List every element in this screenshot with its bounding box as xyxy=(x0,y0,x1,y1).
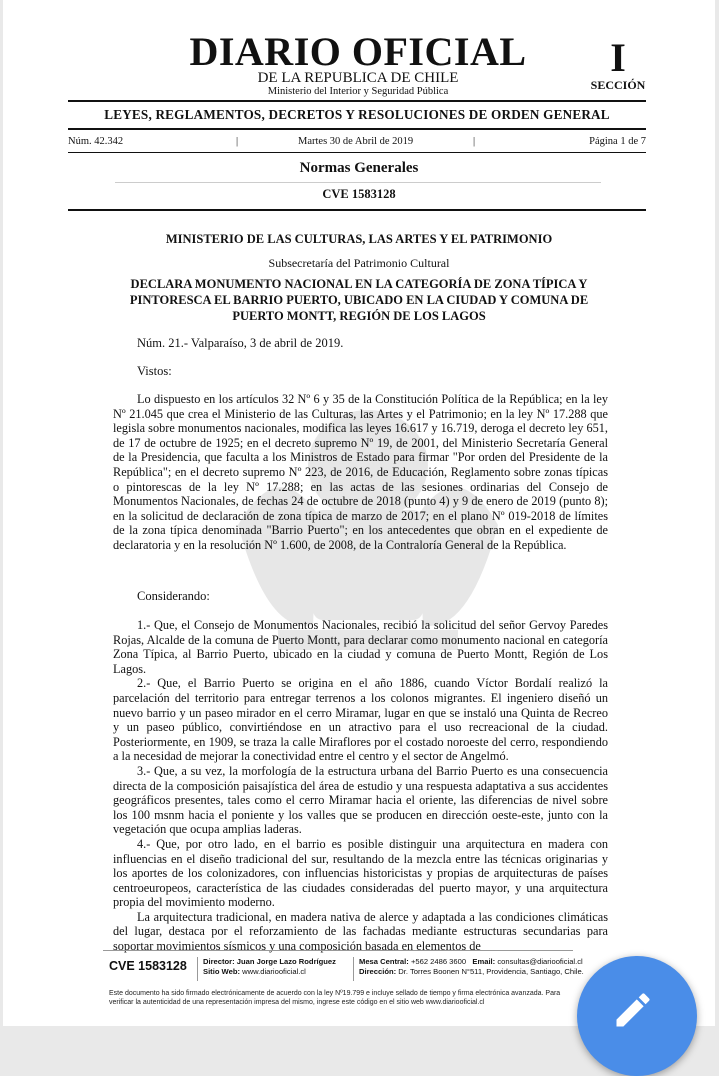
thin-divider xyxy=(115,182,601,183)
considerando-item: 1.- Que, el Consejo de Monumentos Nacionales, recibió la solicitud del señor Gervoy Paredes Rojas, Alcalde de la comuna de Puerto Montt, para declarar como monumento nacional en categoría Zona Típica, al Barrio Puerto, ubicado en la ciudad y comuna de Puerto Montt, Región de Los Lagos. xyxy=(113,618,608,676)
rule-under-cve xyxy=(68,209,646,211)
issue-info-bar xyxy=(68,136,646,150)
decree-title-line: PUERTO MONTT, REGIÓN DE LOS LAGOS xyxy=(232,309,486,323)
issue-date: Martes 30 de Abril de 2019 xyxy=(298,136,414,147)
section-number: I xyxy=(610,35,626,80)
rule-under-section xyxy=(68,128,646,130)
email-label: Email: xyxy=(472,957,496,966)
footer-contact-block xyxy=(359,957,584,977)
ministry-heading: MINISTERIO DE LAS CULTURAS, LAS ARTES Y EL PATRIMONIO xyxy=(165,232,553,246)
subsecretaria-heading: Subsecretaría del Patrimonio Cultural xyxy=(268,256,450,270)
newspaper-title: DIARIO OFICIAL xyxy=(189,29,527,74)
document-page xyxy=(3,0,715,1026)
considerando-item: 3.- Que, a su vez, la morfología de la estructura urbana del Barrio Puerto es una consecuencia directa de la composición paisajística del área de estudio y una respuesta adaptativa a sus accidentes geográficos presentes, tales como el cerro Miramar hacia el oriente, las diferencias de nivel sobre los 100 msnm hacia el poniente y los valles que se producen en dirección oeste-este, junto con la vegetación que ocupa amplias laderas. xyxy=(113,763,608,837)
considerando-section xyxy=(113,618,608,954)
vistos-paragraph xyxy=(113,392,608,553)
decree-title xyxy=(103,276,615,324)
cve-code: CVE 1583128 xyxy=(322,187,396,201)
section-label: SECCIÓN xyxy=(590,78,646,92)
considerando-item: La arquitectura tradicional, en madera nativa de alerce y adaptada a las condiciones climáticas del lugar, destaca por el reforzamiento de las fachadas mediante estructuras secundarias para soportar movimientos sísmicos y una composición basada en elementos de xyxy=(113,909,608,954)
footer-director-block xyxy=(203,957,336,977)
masthead xyxy=(3,30,715,110)
pencil-icon xyxy=(611,988,655,1032)
vistos-text: Lo dispuesto en los artículos 32 Nº 6 y 35 de la Constitución Política de la República; en la ley Nº 21.045 que crea el Ministerio de las Culturas, las Artes y el Patrimonio; en la ley Nº 17.288 que legisla sobre monumentos nacionales, modifica las leyes 16.617 y 16.719, deroga el decreto ley 651, de 17 de octubre de 1925; en el decreto supremo Nº 19, de 2001, del Ministerio Secretaría General de la Presidencia, que faculta a los Ministros de Estado para firmar "Por orden del Presidente de la República"; en el decreto supremo Nº 223, de 2016, de Educación, Reglamento sobre zonas típicas o pintorescas de la ley Nº 17.288; en las actas de las sesiones ordinarias del Consejo de Monumentos Nacionales, de fechas 24 de octubre de 2018 (punto 4) y 9 de enero de 2019 (punto 8); en la solicitud de declaración de zona típica de marzo de 2017; en el plano Nº 019-2018 de límites de la zona típica denominada "Barrio Puerto"; en los antecedentes que obran en el expediente de declaratoria y en la resolución Nº 1.600, de 2008, de la Contraloría General de la República. xyxy=(113,392,608,552)
decree-number-line: Núm. 21.- Valparaíso, 3 de abril de 2019. xyxy=(137,336,344,350)
decree-title-line: PINTORESCA EL BARRIO PUERTO, UBICADO EN LA CIUDAD Y COMUNA DE xyxy=(129,293,589,307)
info-separator: | xyxy=(236,136,239,147)
address-label: Dirección: xyxy=(359,967,397,976)
info-separator: | xyxy=(473,136,476,147)
page-indicator: Página 1 de 7 xyxy=(589,136,646,147)
director-label: Director: xyxy=(203,957,235,966)
footer-divider xyxy=(353,957,354,981)
section-title: LEYES, REGLAMENTOS, DECRETOS Y RESOLUCIONES DE ORDEN GENERAL xyxy=(104,107,610,122)
decree-title-line: DECLARA MONUMENTO NACIONAL EN LA CATEGORÍA DE ZONA TÍPICA Y xyxy=(130,277,588,291)
footer-cve: CVE 1583128 xyxy=(109,959,187,973)
mesa-phone: +562 2486 3600 xyxy=(410,957,467,966)
footer-divider xyxy=(197,957,198,981)
top-rule xyxy=(68,100,646,102)
vistos-label: Vistos: xyxy=(137,364,172,378)
normas-heading: Normas Generales xyxy=(299,160,419,176)
considerando-label: Considerando: xyxy=(137,589,210,603)
website-link[interactable]: www.diariooficial.cl xyxy=(242,967,306,976)
considerando-item: 4.- Que, por otro lado, en el barrio es posible distinguir una arquitectura en madera con influencias en el diseño tradicional del sur, resultando de la mezcla entre las técnicas originarias y los aportes de los colonizadores, con influencias historicistas y propias de arquitecturas de países centroeuropeos, característica de las ciudades consideradas del puerto mayor, y una arquitectura propia del movimiento moderno. xyxy=(113,836,608,910)
document-footer xyxy=(103,950,584,1025)
ministry-line: Ministerio del Interior y Seguridad Pública xyxy=(267,86,449,97)
issue-number: Núm. 42.342 xyxy=(68,136,124,147)
edit-fab-button[interactable] xyxy=(577,956,697,1076)
considerando-item: 2.- Que, el Barrio Puerto se origina en el año 1886, cuando Víctor Bordalí realizó la parcelación del territorio para entregar terrenos a los colonos migrantes. El ingeniero diseñó un nuevo barrio y un paseo mirador en el cerro Miramar, lugar en que se instaló una Quinta de Recreo y un paseo público, convirtiéndose en un atractivo para el uso recreacional de la ciudad. Posteriormente, en 1909, se traza la calle Miraflores por el costado noroeste del cerro, respondiendo a la necesidad de mejorar la conectividad entre el centro y el sector de Angelmó. xyxy=(113,676,608,764)
email-link[interactable]: consultas@diariooficial.cl xyxy=(497,957,583,966)
newspaper-subtitle: DE LA REPUBLICA DE CHILE xyxy=(257,70,459,86)
signature-note: Este documento ha sido firmado electrónicamente de acuerdo con la ley Nº19.799 e incluye sellado de tiempo y firma electrónica avanzada. Para verificar la autenticidad de una representación impresa del mismo, ingrese este código en el sitio web www.diariooficial.cl xyxy=(109,990,561,1006)
rule-under-info xyxy=(68,152,646,153)
director-name: Juan Jorge Lazo Rodríguez xyxy=(236,957,336,966)
website-label: Sitio Web: xyxy=(203,967,240,976)
address-text: Dr. Torres Boonen N°511, Providencia, Santiago, Chile. xyxy=(398,967,584,976)
mesa-label: Mesa Central: xyxy=(359,957,409,966)
flag-color-bar xyxy=(109,1017,309,1021)
